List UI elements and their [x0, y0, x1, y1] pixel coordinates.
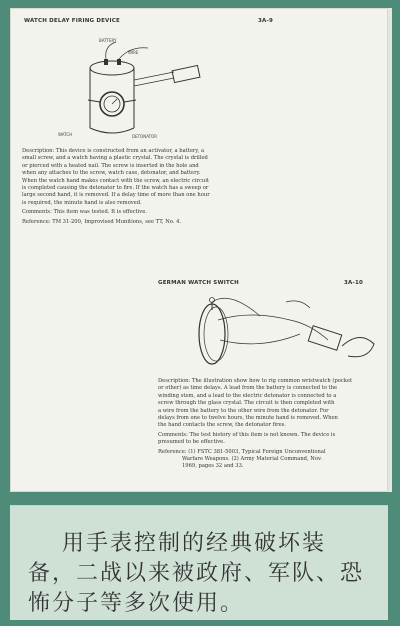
paragraph-line: or pierced with a heated nail. The screw is inserted in the hole and — [22, 162, 199, 169]
caption-line-3: 怖分子等多次使用。 — [28, 591, 245, 616]
paragraph-line: Comments: The test history of this item is not known. The device is — [158, 431, 336, 438]
paragraph-line: presumed to be effective. — [158, 439, 225, 446]
paragraph-line: Description: This device is constructed from an activator, a battery, a — [22, 148, 205, 154]
paragraph-line: large second hand, it is removed. If a delay time of more than one hour — [22, 192, 210, 199]
paragraph-line: Comments: This item was tested. It is effective. — [22, 209, 147, 216]
paragraph-line: is completed causing the detonator to fire. If the watch has a sweep or — [22, 185, 209, 192]
paragraph-line: 1969, pages 32 and 33. — [182, 463, 244, 470]
paragraph-line: Reference: (1) FSTC 381-5003, Typical Foreign Unconventional — [158, 448, 326, 455]
paragraph-line: Warfare Weapons. (2) Army Material Command, Nov. — [182, 456, 322, 463]
page-edge — [388, 8, 392, 492]
watch-delay-illustration — [70, 28, 210, 138]
paragraph-line: screw through the glass crystal. The circuit is then completed with — [158, 400, 335, 407]
label-wire: WIRE — [128, 50, 139, 55]
paragraph-line: When the watch hand makes contact with the screw, an electric circuit — [22, 177, 210, 184]
section-body-watch-delay — [22, 148, 210, 226]
section-code-german-watch: 3A-10 — [344, 280, 364, 286]
paragraph-line: or other) as time delays. A lead from the battery is connected to the — [158, 385, 338, 392]
paragraph-line: Reference: TM 31-200, Improvised Munitions, see TT, No. 4. — [22, 218, 182, 225]
section-title-german-watch: GERMAN WATCH SWITCH — [158, 280, 239, 286]
paragraph-line: a wire from the battery to the other wire from the detonator. For — [158, 407, 329, 414]
section-body-german-watch — [158, 378, 352, 471]
paragraph-line: when any attaches to the screw, watch case, detonator, and battery. — [22, 170, 201, 177]
section-title-watch-delay: WATCH DELAY FIRING DEVICE — [24, 18, 120, 24]
section-code-watch-delay: 3A-9 — [258, 18, 273, 24]
paragraph-line: is required, the minute hand is also removed. — [22, 199, 142, 206]
german-watch-illustration — [160, 290, 380, 376]
paragraph-line: delays from one to twelve hours, the minute hand is removed. When — [158, 415, 338, 422]
paragraph-line: Description: The illustration show how to rig common wristwatch (pocket — [158, 378, 353, 384]
paragraph-line: small screw, and a watch having a plastic crystal. The crystal is drilled — [22, 155, 208, 162]
label-detonator: DETONATOR — [132, 134, 157, 139]
paragraph-line: the hand contacts the screw, the detonator fires. — [158, 422, 286, 429]
label-battery: BATTERY — [99, 38, 117, 43]
caption-line-1: 用手表控制的经典破坏装 — [62, 531, 327, 556]
paragraph-line: winding stem, and a lead to the electric detonator is connected to a — [158, 392, 337, 399]
label-watch: WATCH — [58, 132, 73, 137]
caption-line-2: 备，二战以来被政府、军队、恐 — [28, 561, 365, 586]
